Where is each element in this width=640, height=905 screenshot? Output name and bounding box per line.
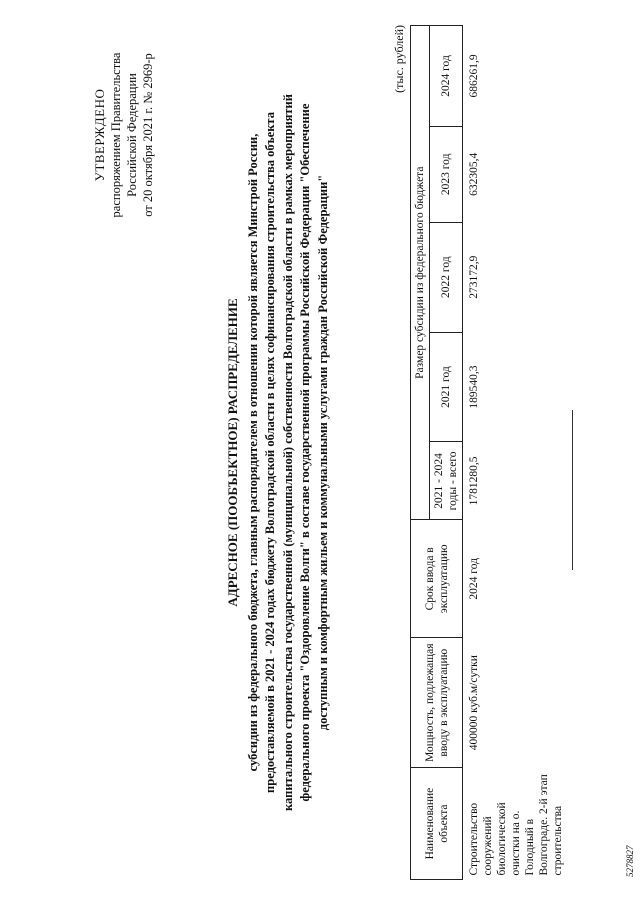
table-header-row (411, 26, 430, 880)
approval-line: распоряжением Правительства (109, 52, 123, 218)
cell-name: Строительство сооружений биологической очистки на о. Голодный в Волгограде. 2-й этап строительства (463, 768, 568, 880)
cell-2023: 632305,4 (463, 126, 568, 222)
approval-block (92, 25, 156, 245)
approval-line: от 20 октября 2021 г. № 2969-р (141, 53, 155, 217)
header-2021: 2021 год (430, 332, 463, 442)
approval-line: Российской Федерации (125, 73, 139, 197)
units-label: (тыс. рублей) (392, 25, 406, 93)
cell-2024: 686261,9 (463, 26, 568, 127)
header-commissioning: Срок ввода в эксплуатацию (411, 520, 463, 638)
cell-2022: 273172,9 (463, 222, 568, 332)
cell-commissioning: 2024 год (463, 520, 568, 638)
document-title: АДРЕСНОЕ (ПООБЪЕКТНОЕ) РАСПРЕДЕЛЕНИЕ (225, 298, 240, 607)
header-subsidy-group: Размер субсидии из федерального бюджета (411, 26, 430, 520)
footer-code: 5278827 (625, 845, 635, 877)
document-heading (224, 85, 332, 820)
header-capacity: Мощность, подлежащая вводу в эксплуатацию (411, 638, 463, 768)
table-row (463, 26, 568, 880)
header-name: Наименование объекта (411, 768, 463, 880)
header-2024: 2024 год (430, 26, 463, 127)
header-2023: 2023 год (430, 126, 463, 222)
header-total: 2021 - 2024 годы - всего (430, 442, 463, 520)
document-subtitle: субсидии из федерального бюджета, главным распорядителем в отношении которой является Минстрой России, предоставляемой в 2021 - 2024 годах бюджету Волгоградской области в целях софинансирования строительства объекта капитального строительства государственной (муниципальной) собственности Волгоградской области в рамках мероприятий федерального проекта "Оздоровление Волги" в составе государственной программы Российской Федерации "Обеспечение доступным и комфортным жильем и коммунальными услугами граждан Российской Федерации" (245, 94, 330, 811)
header-2022: 2022 год (430, 222, 463, 332)
cell-2021: 189540,3 (463, 332, 568, 442)
approval-stamp: УТВЕРЖДЕНО (92, 88, 107, 182)
cell-total: 1781280,5 (463, 442, 568, 520)
cell-capacity: 400000 куб.м/сутки (463, 638, 568, 768)
distribution-table (410, 25, 567, 880)
separator-line (572, 410, 573, 570)
